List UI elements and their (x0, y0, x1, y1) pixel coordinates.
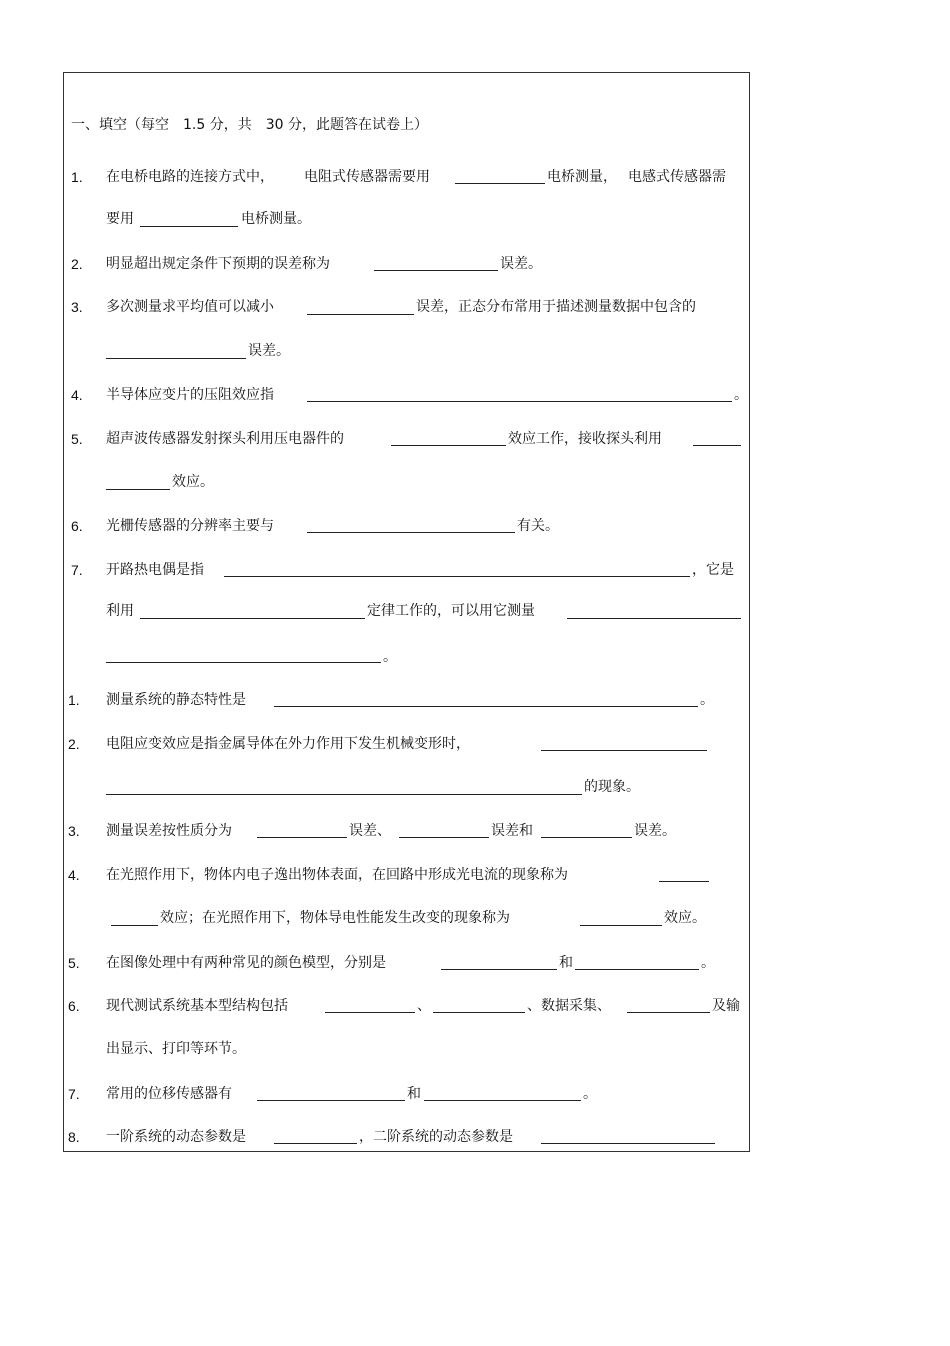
question-number: 6. (68, 998, 80, 1014)
answer-blank[interactable] (627, 1012, 710, 1013)
question-number: 2. (68, 736, 80, 752)
question-text: 明显超出规定条件下预期的误差称为 (106, 256, 330, 272)
answer-blank[interactable] (325, 1012, 415, 1013)
question-text: 测量误差按性质分为 (106, 823, 232, 839)
question-text: 在电桥电路的连接方式中， (106, 169, 274, 185)
question-text: 和 (559, 955, 573, 971)
answer-blank[interactable] (541, 837, 632, 838)
question-text: 电桥测量， (547, 169, 617, 185)
question-number: 3. (71, 299, 83, 315)
answer-blank[interactable] (257, 1100, 405, 1101)
question-text: 光栅传感器的分辨率主要与 (106, 518, 274, 534)
question-number: 8. (68, 1129, 80, 1145)
question-number: 4. (71, 387, 83, 403)
question-text: 误差。 (634, 823, 676, 839)
question-text: 误差，正态分布常用于描述测量数据中包含的 (416, 299, 696, 315)
answer-blank[interactable] (140, 618, 365, 619)
question-text: 效应工作，接收探头利用 (508, 431, 662, 447)
question-text: 定律工作的，可以用它测量 (367, 603, 535, 619)
answer-blank[interactable] (659, 881, 709, 882)
question-text: 误差。 (500, 256, 542, 272)
question-text: ，二阶系统的动态参数是 (359, 1129, 513, 1145)
question-text: 。 (701, 955, 715, 971)
question-text: 误差。 (248, 343, 290, 359)
question-number: 5. (71, 431, 83, 447)
answer-blank[interactable] (575, 969, 699, 970)
question-text: 超声波传感器发射探头利用压电器件的 (106, 431, 344, 447)
answer-blank[interactable] (257, 837, 347, 838)
question-number: 2. (71, 256, 83, 272)
question-text: 。 (700, 692, 714, 708)
section-title: 一、填空（每空 1.5 分，共 30 分，此题答在试卷上） (71, 117, 428, 133)
answer-blank[interactable] (106, 662, 381, 663)
answer-blank[interactable] (541, 750, 707, 751)
question-number: 3. (68, 823, 80, 839)
question-text: 要用 (106, 211, 134, 227)
question-text: 及输 (712, 998, 740, 1014)
answer-blank[interactable] (567, 618, 741, 619)
question-number: 7. (68, 1086, 80, 1102)
question-text: 开路热电偶是指 (106, 562, 204, 578)
question-text: 效应。 (172, 474, 214, 490)
question-text: 多次测量求平均值可以减小 (106, 299, 274, 315)
question-text: 电阻应变效应是指金属导体在外力作用下发生机械变形时， (106, 736, 470, 752)
answer-blank[interactable] (541, 1143, 715, 1144)
answer-blank[interactable] (224, 576, 690, 577)
answer-blank[interactable] (274, 1143, 357, 1144)
question-text: 现代测试系统基本型结构包括 (106, 998, 288, 1014)
question-text: 半导体应变片的压阻效应指 (106, 387, 274, 403)
question-text: 利用 (106, 603, 134, 619)
question-number: 1. (71, 169, 83, 185)
answer-blank[interactable] (455, 183, 545, 184)
question-text: 在图像处理中有两种常见的颜色模型，分别是 (106, 955, 386, 971)
answer-blank[interactable] (441, 969, 557, 970)
question-text: 效应。 (664, 910, 706, 926)
answer-blank[interactable] (374, 270, 498, 271)
question-text: 在光照作用下，物体内电子逸出物体表面，在回路中形成光电流的现象称为 (106, 867, 568, 883)
question-number: 1. (68, 692, 80, 708)
answer-blank[interactable] (307, 532, 515, 533)
question-text: 有关。 (517, 518, 559, 534)
question-text: 和 (407, 1086, 421, 1102)
question-text: 。 (383, 649, 397, 665)
question-number: 7. (71, 562, 83, 578)
question-text: 测量系统的静态特性是 (106, 692, 246, 708)
answer-blank[interactable] (106, 794, 582, 795)
answer-blank[interactable] (391, 445, 506, 446)
answer-blank[interactable] (307, 314, 414, 315)
question-number: 4. (68, 867, 80, 883)
question-text: 误差和 (491, 823, 533, 839)
question-text: 一阶系统的动态参数是 (106, 1129, 246, 1145)
answer-blank[interactable] (580, 925, 662, 926)
question-number: 6. (71, 518, 83, 534)
answer-blank[interactable] (274, 706, 698, 707)
question-text: 常用的位移传感器有 (106, 1086, 232, 1102)
answer-blank[interactable] (106, 358, 246, 359)
answer-blank[interactable] (106, 489, 170, 490)
question-text: 。 (583, 1086, 597, 1102)
question-text: 、数据采集、 (527, 998, 611, 1014)
answer-blank[interactable] (399, 837, 489, 838)
question-text: 。 (734, 387, 748, 403)
question-number: 5. (68, 955, 80, 971)
question-text: 出显示、打印等环节。 (106, 1041, 246, 1057)
question-text: ，它是 (692, 562, 734, 578)
question-text: 电感式传感器需 (628, 169, 726, 185)
question-text: 误差、 (349, 823, 391, 839)
answer-blank[interactable] (140, 226, 238, 227)
question-text: 电桥测量。 (241, 211, 311, 227)
answer-blank[interactable] (307, 401, 732, 402)
answer-blank[interactable] (424, 1100, 581, 1101)
question-text: 、 (417, 998, 431, 1014)
answer-blank[interactable] (111, 925, 158, 926)
question-text: 电阻式传感器需要用 (304, 169, 430, 185)
answer-blank[interactable] (433, 1012, 525, 1013)
answer-blank[interactable] (693, 445, 741, 446)
question-text: 效应；在光照作用下，物体导电性能发生改变的现象称为 (160, 910, 510, 926)
question-text: 的现象。 (584, 779, 640, 795)
